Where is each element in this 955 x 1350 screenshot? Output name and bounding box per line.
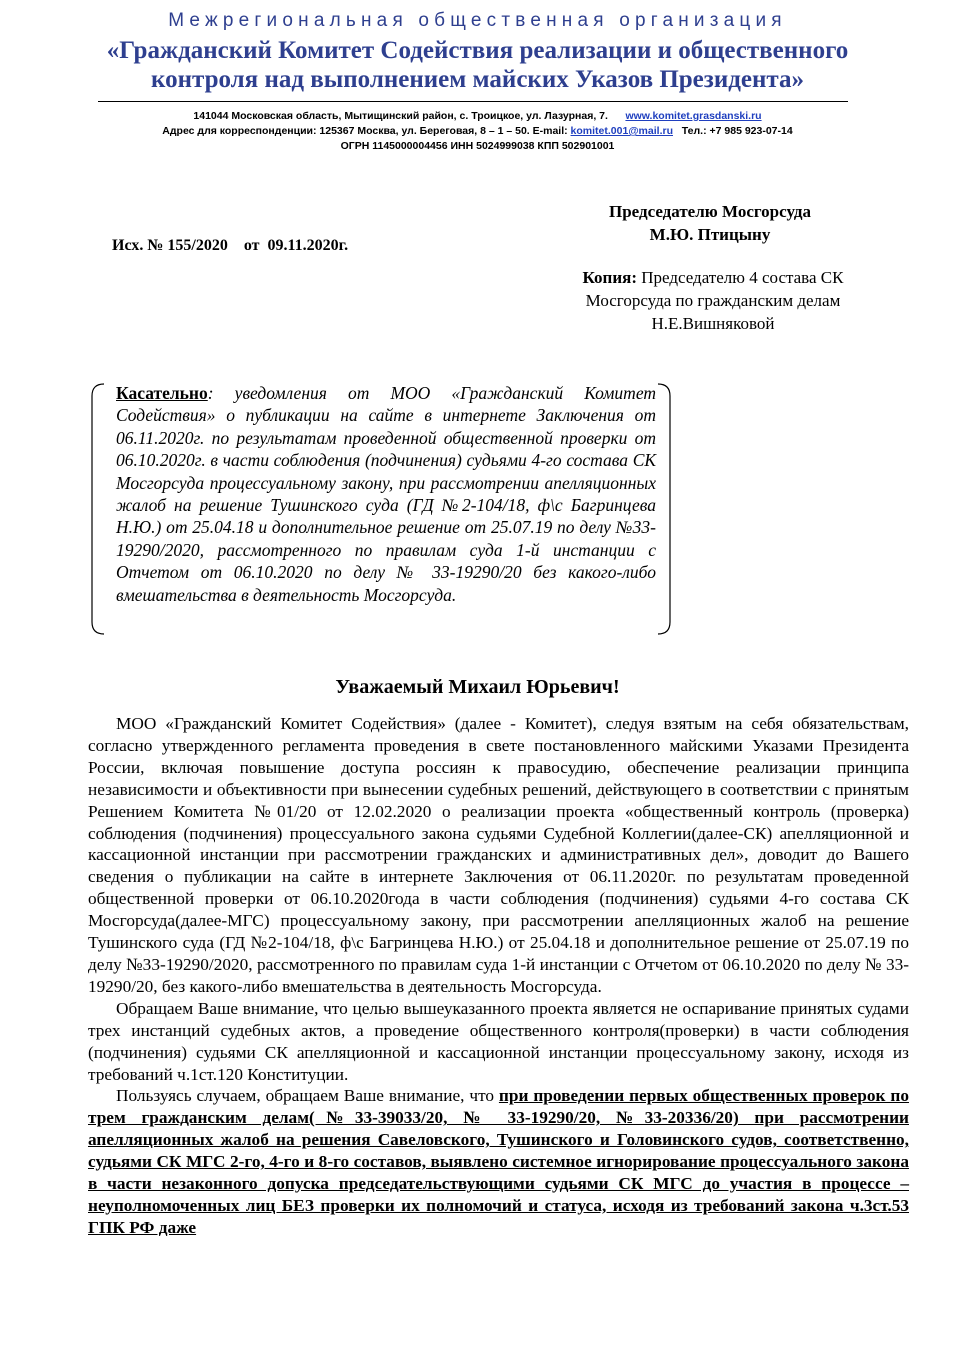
body-paragraph-3-emphasis: при проведении первых общественных проверок по трем гражданским делам(№33-39033/20, № 33-19290/20, №33-20336/20) при рассмотрении апелляционных жалоб на решения Савеловского, Тушинского и Головинского судов, соответственно, судьями СК МГС 2-го, 4-го и 8-го составов, выявлено системное игнорирование процессуального закона в части незаконного допуска председательствующими судьями СК МГС до участия в процессе – неуполномоченных лиц БЕЗ проверки их полномочий и статуса, исходя из требований закона ч.3ст.53 ГПК РФ даже (88, 1086, 909, 1237)
copy-recipient-block (552, 266, 874, 335)
org-name-line-1: «Гражданский Комитет Содействия реализации и общественного (106, 37, 849, 64)
addressee-name: М.Ю. Птицыну (649, 225, 771, 244)
body-paragraph-2: Обращаем Ваше внимание, что целью вышеуказанного проекта является не оспаривание принятых судами трех инстанций судебных актов, а проведение общественного контроля(проверки) в части соблюдения (подчинения) судьями СК апелляционной и кассационной инстанции процессуальному закону, исходя из требований ч.1ст.120 Конституции. (88, 998, 909, 1084)
letterhead-divider (98, 101, 848, 102)
body-paragraph-3-intro: Пользуясь случаем, обращаем Ваше внимание, что (116, 1086, 499, 1106)
registry-line: ОГРН 1145000004456 ИНН 5024999038 КПП 502901001 (340, 140, 615, 152)
correspondence-address: Адрес для корреспонденции: 125367 Москва, ул. Береговая, 8 – 1 – 50. E-mail: (162, 125, 568, 137)
org-type-heading: Межрегиональная общественная организация (168, 10, 787, 31)
copy-line-1: Председателю 4 состава СК (636, 268, 844, 287)
copy-label: Копия: (582, 268, 637, 287)
phone-number: Тел.: +7 985 923-07-14 (681, 125, 793, 137)
body-paragraph-3 (88, 1085, 909, 1238)
legal-address-line (0, 110, 955, 122)
copy-line-2: Мосгорсуда по гражданским делам (585, 291, 841, 310)
legal-address: 141044 Московская область, Мытищинский район, с. Троицкое, ул. Лазурная, 7. (193, 110, 608, 122)
regarding-box (88, 378, 676, 640)
website-link[interactable]: www.komitet.grasdanski.ru (625, 110, 762, 122)
copy-line-3: Н.Е.Вишняковой (651, 314, 775, 333)
outgoing-number: Исх. № 155/2020 от 09.11.2020г. (112, 237, 349, 254)
letter-body (88, 713, 909, 1239)
email-link[interactable]: komitet.001@mail.ru (570, 125, 673, 137)
org-name-line-2: контроля над выполнением майских Указов Президента» (151, 66, 804, 93)
body-paragraph-1: МОО «Гражданский Комитет Содействия» (далее - Комитет), следуя взятым на себя обязательствам, согласно утвержденного регламента проведения в свете постановленного майскими Указами Президента России, включая повышение доступа россиян к правосудию, обеспечение реализации принципа независимости и объективности при вынесении судебных решений, действующего в соответствии с принятым Решением Комитета №01/20 от 12.02.2020 о реализации проекта «общественный контроль (проверка) соблюдения (подчинения) процессуального закона судьями Судебной Коллегии(далее-СК) апелляционной и кассационной инстанции при рассмотрении гражданских и административных дел», доводит до Вашего сведения о публикации на сайте в интернете Заключения от 06.11.2020г. по результатам проведенной общественной проверки от 06.10.2020года в части соблюдения (подчинения) судьями 4-го состава СК Мосгорсуда(далее-МГС) процессуальному закону, при рассмотрении апелляционных жалоб на решение Тушинского суда (ГД №2-104/18, ф\с Багринцева Н.Ю.) от 25.04.18 и дополнительное решение от 25.07.19 по делу №33-19290/2020, рассмотренного по правилам суда 1-й инстанции с Отчетом от 06.10.2020 по делу № 33-19290/20, без какого-либо вмешательства в деятельность Мосгорсуда. (88, 714, 909, 996)
addressee-title: Председателю Мосгорсуда (609, 202, 811, 221)
org-name-heading (0, 36, 955, 94)
regarding-body: : уведомления от МОО «Гражданский Комитет Содействия» о публикации на сайте в интернете Заключения от 06.11.2020г. по результатам проведенной общественной проверки от 06.10.2020г. в части соблюдения (подчинения) судьями 4-го состава СК Мосгорсуда процессуальному закону, при рассмотрении апелляционных жалоб на решение Тушинского суда (ГД №2-104/18, ф\с Багринцева Н.Ю.) от 25.04.18 и дополнительное решение от 25.07.19 по делу №33-19290/2020, рассмотренного по правилам суда 1-й инстанции с Отчетом от 06.10.2020 по делу № 33-19290/20 без какого-либо вмешательства в деятельность Мосгорсуда. (116, 383, 656, 605)
correspondence-line (0, 125, 955, 137)
regarding-label: Касательно (116, 383, 208, 403)
salutation: Уважаемый Михаил Юрьевич! (335, 676, 620, 698)
addressee-block (560, 200, 860, 246)
regarding-text (116, 382, 656, 606)
